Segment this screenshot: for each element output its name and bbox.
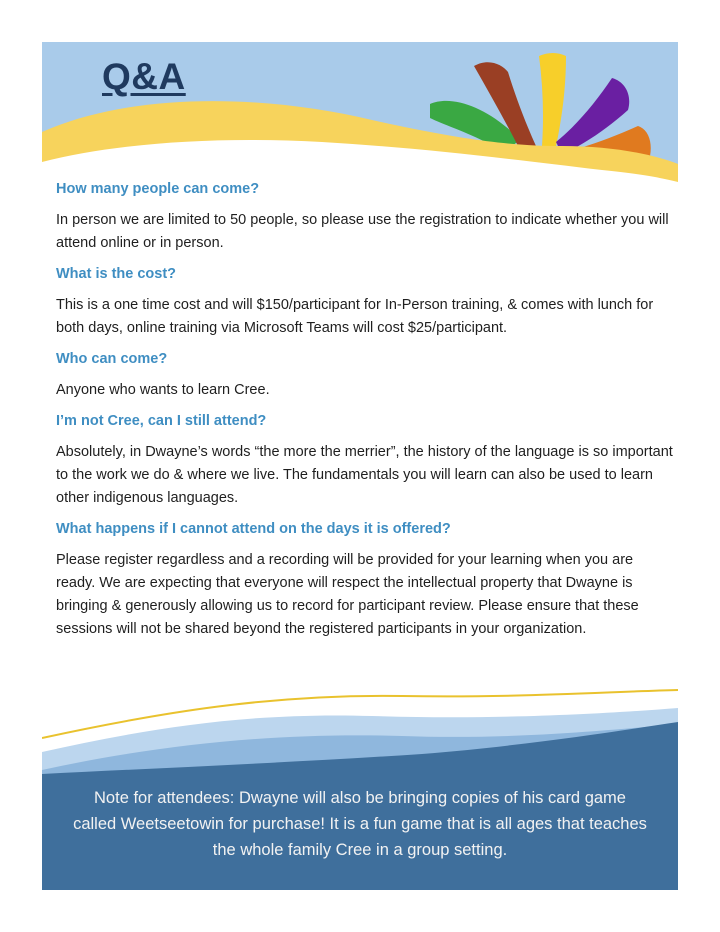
header-banner (42, 42, 678, 194)
faq-question: What happens if I cannot attend on the days it is offered? (56, 521, 451, 537)
faq-question: Who can come? (56, 351, 168, 367)
page (42, 42, 678, 890)
faq-list (56, 179, 676, 650)
faq-item (56, 411, 676, 510)
faq-item (56, 519, 676, 641)
faq-answer: This is a one time cost and will $150/participant for In-Person training, & comes with lunch for both days, online training via Microsoft Teams will cost $25/participant. (56, 297, 654, 336)
page-title: Q&A (102, 56, 186, 97)
faq-answer: Absolutely, in Dwayne’s words “the more the merrier”, the history of the language is so important to the work we do & where we live. The fundamentals you will learn can also be used to learn other indigenous languages. (56, 444, 673, 506)
faq-question: How many people can come? (56, 181, 260, 197)
faq-question: I’m not Cree, can I still attend? (56, 413, 267, 429)
faq-item (56, 264, 676, 340)
footer-note: Note for attendees: Dwayne will also be bringing copies of his card game called Weetseetowin for purchase! It is a fun game that is all ages that teaches the whole family Cree in a group setting. (73, 789, 647, 859)
footer-banner (42, 672, 678, 890)
faq-answer: In person we are limited to 50 people, so please use the registration to indicate whether you will attend online or in person. (56, 212, 669, 251)
faq-question: What is the cost? (56, 266, 177, 282)
faq-item (56, 349, 676, 402)
faq-answer: Anyone who wants to learn Cree. (56, 382, 270, 398)
faq-item (56, 179, 676, 255)
faq-answer: Please register regardless and a recording will be provided for your learning when you are ready. We are expecting that everyone will respect the intellectual property that Dwayne is bringing & generously allowing us to record for participant review. Please ensure that these sessions will not be shared beyond the registered participants in your organization. (56, 552, 639, 637)
